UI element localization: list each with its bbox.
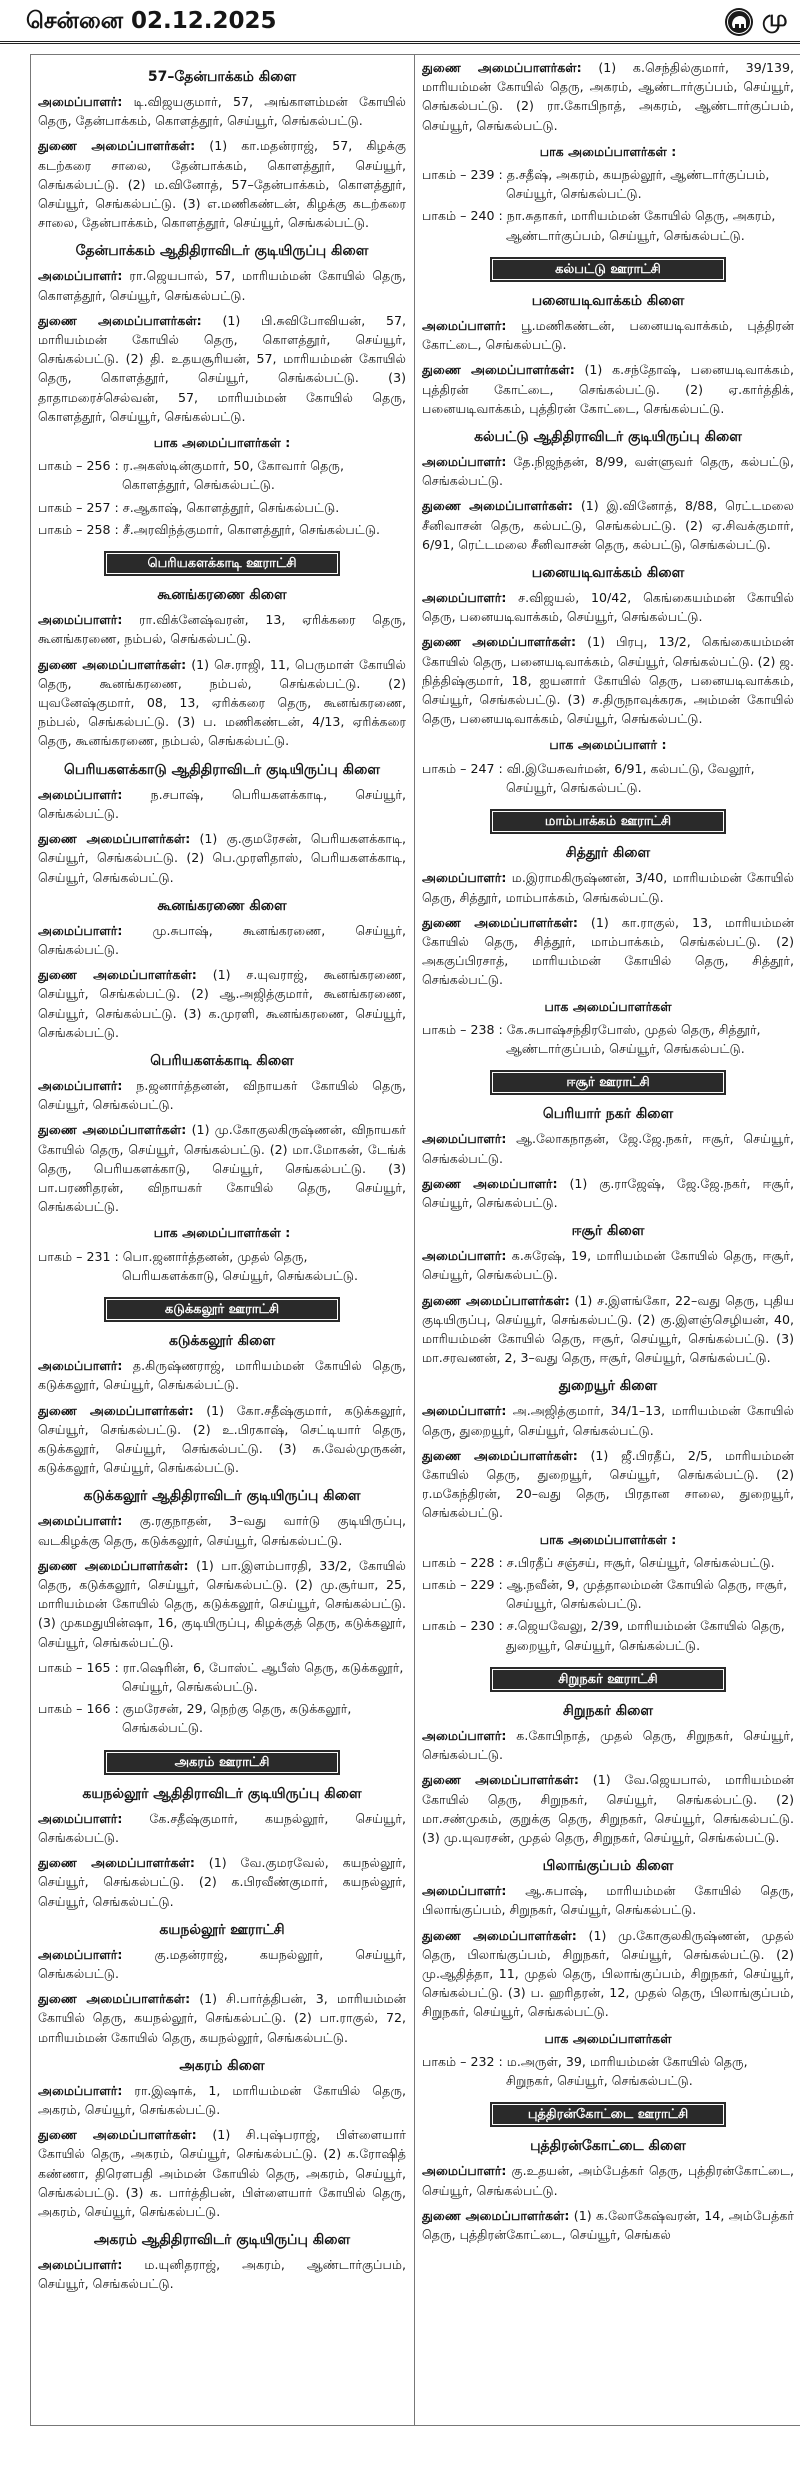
person-details: (1) ச.இளங்கோ, 22–வது தெரு, புதிய குடியிருப்பு, செய்யூர், செங்கல்பட்டு. (2) கு.இளஞ்செழியன், 40, மாரியம்மன் கோயில் தெரு, ஈசூர், செய்யூர், செங்கல்பட்டு. (3) மா.சரவணன், 2, 3–வது தெரு, ஈசூர், செய்யூர், செங்கல்பட்டு.	[422, 1292, 794, 1366]
organiser-entry	[38, 1556, 406, 1652]
part-number-label: பாகம் – 232 :	[422, 2053, 503, 2069]
part-organisers-heading: பாக அமைப்பாளர்கள் :	[539, 1531, 677, 1547]
part-number-label: பாகம் – 256 :	[38, 458, 119, 474]
panchayat-heading: கடுக்கலூர் ஊராட்சி	[104, 1297, 340, 1322]
role-label: அமைப்பாளர்:	[38, 1513, 123, 1529]
part-organiser-entry	[422, 2052, 794, 2090]
part-organisers-heading: பாக அமைப்பாளர்கள்	[544, 998, 672, 1014]
organiser-entry	[422, 360, 794, 418]
part-organisers-heading: பாக அமைப்பாளர்கள் :	[539, 143, 677, 159]
branch-title: ஈசூர் கிளை	[571, 1223, 645, 1240]
part-organiser-entry	[38, 498, 406, 517]
person-details: (1) கு.ராஜேஷ், ஜே.ஜே.நகர், ஈசூர், செய்யூர், செங்கல்பட்டு.	[422, 1175, 794, 1210]
part-number-label: பாகம் – 257 :	[38, 499, 119, 515]
branch-title: அகரம் கிளை	[179, 2057, 265, 2074]
person-details: (1) பிரபு, 13/2, கெங்கையம்மன் கோயில் தெரு, பனையடிவாக்கம், செய்யூர், செங்கல்பட்டு. (2) ஜ. நித்திஷ்குமார், 18, ஐயனார் கோயில் தெரு, பனையடிவாக்கம், செய்யூர், செங்கல்பட்டு. (3) ச.திருநாவுக்கரசு, அம்மன் கோயில் தெரு, பனையடிவாக்கம், செய்யூர், செங்கல்பட்டு.	[422, 634, 794, 727]
person-details: (1) கா.ராகுல், 13, மாரியம்மன் கோயில் தெரு, சித்தூர், மாம்பாக்கம், செங்கல்பட்டு. (2) அககுப்பிரசாத், மாரியம்மன் கோயில் தெரு, சித்தூர், செங்கல்பட்டு.	[422, 914, 794, 988]
organiser-entry	[38, 311, 406, 426]
role-label: அமைப்பாளர்:	[422, 1883, 507, 1899]
person-details: க.சுரேஷ், 19, மாரியம்மன் கோயில் தெரு, ஈசூர், செய்யூர், செங்கல்பட்டு.	[422, 1248, 794, 1283]
organiser-entry	[38, 1945, 406, 1983]
person-details: குமரேசன், 29, நெற்கு தெரு, கடுக்கலூர், செங்கல்பட்டு.	[118, 1701, 352, 1736]
role-label: அமைப்பாளர்:	[38, 1946, 123, 1962]
role-label: துணை அமைப்பாளர்கள்:	[422, 60, 582, 75]
organiser-entry	[38, 1401, 406, 1478]
organiser-entry	[422, 1446, 794, 1523]
panchayat-heading: கல்பட்டு ஊராட்சி	[490, 257, 726, 282]
part-number-label: பாகம் – 240 :	[422, 208, 503, 224]
organiser-entry	[422, 1129, 794, 1167]
organiser-entry	[38, 1511, 406, 1549]
branch-title: பெரியகளக்காடு ஆதிதிராவிடர் குடியிருப்பு கிளை	[64, 761, 380, 778]
person-details: (1) கு.குமரேசன், பெரியகளக்காடி, செய்யூர், செங்கல்பட்டு. (2) பெ.முரளிதாஸ், பெரியகளக்காடி, செய்யூர், செங்கல்பட்டு.	[38, 831, 406, 885]
person-details: ந.ஜனார்த்தனன், விநாயகர் கோயில் தெரு, செய்யூர், செங்கல்பட்டு.	[38, 1077, 406, 1113]
role-label: துணை அமைப்பாளர்கள்:	[422, 1772, 579, 1788]
organiser-entry	[422, 2161, 794, 2199]
organiser-entry	[422, 1726, 794, 1764]
organiser-entry	[38, 1809, 406, 1847]
person-details: (1) ஜீ.பிரதீப், 2/5, மாரியம்மன் கோயில் தெரு, துறையூர், செய்யூர், செங்கல்பட்டு. (2) ர.மகேந்திரன், 20–வது தெரு, பிரதான சாலை, துறையூர், செங்கல்பட்டு.	[422, 1447, 794, 1521]
organiser-entry	[38, 2125, 406, 2221]
organiser-entry	[422, 316, 794, 354]
organiser-entry	[38, 1120, 406, 1216]
part-number-label: பாகம் – 228 :	[422, 1554, 503, 1570]
person-details: மு.சுபாஷ், கூனங்கரணை, செய்யூர், செங்கல்பட்டு.	[38, 922, 406, 957]
column-divider	[414, 54, 415, 2426]
part-number-label: பாகம் – 230 :	[422, 1618, 503, 1634]
person-details: (1) க.லோகேஷ்வரன், 14, அம்பேத்கர் தெரு, புத்திரன்கோட்டை, செய்யூர், செங்கல்	[422, 2207, 794, 2243]
person-details: ரா.ஜெயபால், 57, மாரியம்மன் கோயில் தெரு, கொளத்தூர், செய்யூர், செங்கல்பட்டு.	[38, 268, 406, 303]
branch-title: பனையடிவாக்கம் கிளை	[531, 565, 685, 582]
branch-title: சிறுநகர் கிளை	[562, 1703, 654, 1719]
part-organisers-heading: பாக அமைப்பாளர்கள் :	[153, 435, 291, 451]
branch-title: பெரியகளக்காடி கிளை	[150, 1052, 294, 1069]
person-details: சீ.அரவிந்த்குமார், கொளத்தூர், செங்கல்பட்டு.	[118, 521, 381, 537]
role-label: அமைப்பாளர்:	[422, 2163, 507, 2179]
part-number-label: பாகம் – 238 :	[422, 1021, 503, 1037]
role-label: துணை அமைப்பாளர்கள்:	[38, 312, 202, 328]
organiser-entry	[422, 452, 794, 490]
role-label: அமைப்பாளர்:	[422, 318, 507, 334]
organiser-entry	[38, 829, 406, 887]
part-organiser-entry	[422, 165, 794, 203]
person-details: (1) வே.குமரவேல், கயநல்லூர், செய்யூர், செங்கல்பட்டு. (2) க.பிரவீண்குமார், கயநல்லூர், செய்யூர், செங்கல்பட்டு.	[38, 1855, 406, 1909]
organiser-entry	[38, 92, 406, 130]
panchayat-heading: சிறுநகர் ஊராட்சி	[490, 1667, 726, 1692]
role-label: அமைப்பாளர்:	[422, 1728, 507, 1743]
branch-title: கடுக்கலூர் ஆதிதிராவிடர் குடியிருப்பு கிளை	[83, 1488, 361, 1505]
role-label: துணை அமைப்பாளர்கள்:	[422, 2207, 570, 2223]
part-number-label: பாகம் – 239 :	[422, 167, 503, 183]
person-details: கு.உதயன், அம்பேத்கர் தெரு, புத்திரன்கோட்டை, செய்யூர், செங்கல்பட்டு.	[422, 2163, 794, 2198]
part-number-label: பாகம் – 165 :	[38, 1659, 119, 1675]
part-number-label: பாகம் – 229 :	[422, 1576, 503, 1592]
branch-title: கூனங்கரணை கிளை	[157, 897, 287, 914]
role-label: அமைப்பாளர்:	[38, 1077, 123, 1093]
organiser-entry	[422, 632, 794, 728]
role-label: துணை அமைப்பாளர்:	[422, 1175, 558, 1191]
role-label: அமைப்பாளர்:	[38, 612, 123, 628]
person-details: (1) வே.ஜெயபால், மாரியம்மன் கோயில் தெரு, சிறுநகர், செய்யூர், செங்கல்பட்டு. (2) மா.சண்முகம், குறுக்கு தெரு, சிறுநகர், செய்யூர், செங்கல்பட்டு. (3) மு.யுவரசன், முதல் தெரு, சிறுநகர், செய்யூர், செங்கல்பட்டு.	[422, 1772, 794, 1846]
person-details: ச.ஆகாஷ், கொளத்தூர், செங்கல்பட்டு.	[118, 499, 340, 515]
left-column	[38, 58, 406, 2420]
role-label: அமைப்பாளர்:	[38, 786, 123, 802]
organiser-entry	[422, 913, 794, 990]
role-label: அமைப்பாளர்:	[38, 922, 123, 938]
masthead-fragment: மு	[762, 6, 788, 32]
part-organisers-heading: பாக அமைப்பாளர்கள் :	[153, 1225, 291, 1241]
branch-title: பெரியார் நகர் கிளை	[542, 1106, 674, 1123]
person-details: (1) பி.சுவிபோவியன், 57, மாரியம்மன் கோயில் தெரு, கொளத்தூர், செய்யூர், செங்கல்பட்டு. (2) தி. உதயசூரியன், 57, மாரியம்மன் கோயில் தெரு, கொளத்தூர், செய்யூர், செங்கல்பட்டு. (3) தாதாமரைச்செல்வன், 57, மாரியம்மன் கோயில் தெரு, கொளத்தூர், செய்யூர், செங்கல்பட்டு.	[38, 312, 406, 424]
person-details: கே.சதீஷ்குமார், கயநல்லூர், செய்யூர், செங்கல்பட்டு.	[38, 1810, 406, 1846]
person-details: பூ.மணிகண்டன், பனையடிவாக்கம், புத்திரன் கோட்டை, செங்கல்பட்டு.	[422, 318, 794, 353]
person-details: ம.இராமகிருஷ்ணன், 3/40, மாரியம்மன் கோயில் தெரு, சித்தூர், மாம்பாக்கம், செங்கல்பட்டு.	[422, 870, 794, 905]
part-organiser-entry	[422, 1575, 794, 1613]
person-details: (1) செ.ராஜி, 11, பெருமாள் கோயில் தெரு, கூனங்கரணை, நம்பல், செங்கல்பட்டு. (2) யுவனேஷ்குமார், 08, 13, ஏரிக்கரை தெரு, கூனங்கரணை, நம்பல், செங்கல்பட்டு. (3) ப. மணிகண்டன், 4/13, ஏரிக்கரை தெரு, கூனங்கரணை, நம்பல், செங்கல்பட்டு.	[38, 656, 406, 749]
role-label: துணை அமைப்பாளர்கள்:	[422, 1447, 578, 1463]
person-details: கு.ரகுநாதன், 3–வது வார்டு குடியிருப்பு, வடகிழக்கு தெரு, கடுக்கலூர், செய்யூர், செங்கல்பட்டு.	[38, 1513, 406, 1548]
person-details: (1) ச.யுவராஜ், கூனங்கரணை, செய்யூர், செங்கல்பட்டு. (2) ஆ.அஜித்குமார், கூனங்கரணை, செய்யூர், செங்கல்பட்டு. (3) க.முரளி, கூனங்கரணை, செய்யூர், செங்கல்பட்டு.	[38, 967, 406, 1040]
person-details: (1) இ.வினோத், 8/88, ரெட்டமலை சீனிவாசன் தெரு, கல்பட்டு, செங்கல்பட்டு. (2) ஏ.சிவக்குமார், 6/91, ரெட்டமலை சீனிவாசன் தெரு, கல்பட்டு, செங்கல்பட்டு.	[422, 498, 794, 552]
person-details: ஆ.சுபாஷ், மாரியம்மன் கோயில் தெரு, பிலாங்குப்பம், சிறுநகர், செய்யூர், செங்கல்பட்டு.	[422, 1883, 794, 1918]
role-label: அமைப்பாளர்:	[38, 1358, 123, 1374]
person-details: (1) மு.கோகுலகிருஷ்ணன், விநாயகர் கோயில் தெரு, செய்யூர், செங்கல்பட்டு. (2) மா.மோகன், டேங்க் தெரு, பெரியகளக்காடு, செய்யூர், செங்கல்பட்டு. (3) பா.பரணிதரன், விநாயகர் கோயில் தெரு, செய்யூர், செங்கல்பட்டு.	[38, 1122, 406, 1215]
role-label: அமைப்பாளர்:	[38, 2082, 123, 2098]
part-organiser-entry	[422, 759, 794, 797]
role-label: அமைப்பாளர்:	[422, 590, 507, 606]
person-details: தே.நிஜந்தன், 8/99, வள்ளுவர் தெரு, கல்பட்டு, செங்கல்பட்டு.	[422, 454, 794, 489]
city-date-line: சென்னை 02.12.2025	[26, 8, 277, 34]
role-label: துணை அமைப்பாளர்கள்:	[38, 1122, 187, 1138]
branch-title: சித்தூர் கிளை	[565, 845, 651, 862]
organiser-entry	[38, 655, 406, 751]
branch-title: பனையடிவாக்கம் கிளை	[531, 293, 685, 310]
right-column	[422, 58, 794, 2420]
person-details: கு.மதன்ராஜ், கயநல்லூர், செய்யூர், செங்கல்பட்டு.	[38, 1946, 406, 1982]
person-details: ச.ஜெயவேலு, 2/39, மாரியம்மன் கோயில் தெரு, துறையூர், செய்யூர், செங்கல்பட்டு.	[502, 1618, 785, 1653]
part-organisers-heading: பாக அமைப்பாளர்கள்	[544, 2030, 672, 2046]
role-label: துணை அமைப்பாளர்கள்:	[38, 1855, 195, 1871]
person-details: (1) கா.மதன்ராஜ், 57, கிழக்கு கடற்கரை சாலை, தேன்பாக்கம், கொளத்தூர், செய்யூர், செங்கல்பட்டு. (2) ம.வினோத், 57–தேன்பாக்கம், கொளத்தூர், செய்யூர், செங்கல்பட்டு. (3) எ.மணிகண்டன், கிழக்கு கடற்கரை சாலை, தேன்பாக்கம், கொளத்தூர், செய்யூர், செங்கல்பட்டு.	[38, 138, 406, 231]
person-details: ந.சபாஷ், பெரியகளக்காடி, செய்யூர், செங்கல்பட்டு.	[38, 786, 406, 821]
role-label: அமைப்பாளர்:	[422, 1403, 507, 1419]
organiser-entry	[422, 868, 794, 906]
organiser-entry	[422, 496, 794, 554]
role-label: துணை அமைப்பாளர்கள்:	[38, 1402, 194, 1418]
branch-title: 57–தேன்பாக்கம் கிளை	[147, 69, 297, 85]
part-organiser-entry	[422, 1616, 794, 1654]
role-label: அமைப்பாளர்:	[38, 94, 123, 109]
person-details: த.சதீஷ், அகரம், கயநல்லூர், ஆண்டார்குப்பம், செய்யூர், செங்கல்பட்டு.	[502, 167, 770, 202]
role-label: துணை அமைப்பாளர்கள்:	[422, 498, 573, 514]
organiser-entry	[38, 1076, 406, 1114]
person-details: ஆ.லோகநாதன், ஜே.ஜே.நகர், ஈசூர், செய்யூர், செங்கல்பட்டு.	[422, 1131, 794, 1166]
organiser-entry	[38, 1853, 406, 1911]
part-number-label: பாகம் – 166 :	[38, 1701, 119, 1717]
person-details: டி.விஜயகுமார், 57, அங்காளம்மன் கோயில் தெரு, தேன்பாக்கம், கொளத்தூர், செய்யூர், செங்கல்பட்டு.	[38, 94, 406, 129]
organiser-entry	[422, 58, 794, 135]
person-details: ம.யுனிதராஜ், அகரம், ஆண்டார்குப்பம், செய்யூர், செங்கல்பட்டு.	[38, 2257, 406, 2292]
part-organiser-entry	[38, 1699, 406, 1737]
organiser-entry	[38, 2081, 406, 2119]
person-details: க.கோபிநாத், முதல் தெரு, சிறுநகர், செய்யூர், செங்கல்பட்டு.	[422, 1728, 794, 1763]
part-organiser-entry	[38, 520, 406, 539]
part-organiser-entry	[422, 1020, 794, 1058]
organiser-entry	[38, 965, 406, 1042]
organiser-entry	[422, 1246, 794, 1284]
person-details: ரா.ஷெரின், 6, போஸ்ட் ஆபீஸ் தெரு, கடுக்கலூர், செய்யூர், செங்கல்பட்டு.	[118, 1659, 404, 1694]
person-details: த.கிருஷ்ணராஜ், மாரியம்மன் கோயில் தெரு, கடுக்கலூர், செய்யூர், செங்கல்பட்டு.	[38, 1358, 406, 1393]
part-organiser-entry	[422, 206, 794, 244]
organiser-entry	[38, 785, 406, 823]
organiser-entry	[38, 2255, 406, 2293]
organiser-entry	[422, 1770, 794, 1847]
person-details: (1) மு.கோகுலகிருஷ்ணன், முதல் தெரு, பிலாங்குப்பம், சிறுநகர், செய்யூர், செங்கல்பட்டு. (2) மு.ஆதித்தா, 11, முதல் தெரு, பிலாங்குப்பம், சிறுநகர், செய்யூர், செங்கல்பட்டு. (3) ப. ஹரிதரன், 12, முதல் தெரு, பிலாங்குப்பம், சிறுநகர், செய்யூர், செங்கல்பட்டு.	[422, 1927, 794, 2020]
person-details: அ.அஜித்குமார், 34/1–13, மாரியம்மன் கோயில் தெரு, துறையூர், செய்யூர், செங்கல்பட்டு.	[422, 1403, 794, 1438]
role-label: அமைப்பாளர்:	[422, 454, 507, 470]
organiser-entry	[422, 588, 794, 626]
part-organisers-heading: பாக அமைப்பாளர் :	[549, 737, 667, 753]
person-details: ரா.இஷாக், 1, மாரியம்மன் கோயில் தெரு, அகரம், செய்யூர், செங்கல்பட்டு.	[38, 2082, 406, 2118]
person-details: கே.சுபாஷ்சந்திரபோஸ், முதல் தெரு, சித்தூர், ஆண்டார்குப்பம், செய்யூர், செங்கல்பட்டு.	[502, 1021, 761, 1056]
branch-title: தேன்பாக்கம் ஆதிதிராவிடர் குடியிருப்பு கிளை	[75, 243, 369, 260]
person-details: ஆ.நவீன், 9, முத்தாலம்மன் கோயில் தெரு, ஈசூர், செய்யூர், செங்கல்பட்டு.	[502, 1576, 788, 1612]
branch-title: அகரம் ஆதிதிராவிடர் குடியிருப்பு கிளை	[93, 2232, 351, 2249]
role-label: துணை அமைப்பாளர்கள்:	[422, 634, 577, 650]
organiser-entry	[38, 136, 406, 232]
organiser-entry	[422, 1291, 794, 1368]
organiser-entry	[38, 1989, 406, 2047]
person-details: (1) கோ.சதீஷ்குமார், கடுக்கலூர், செய்யூர், செங்கல்பட்டு. (2) உ.பிரகாஷ், செட்டியார் தெரு, கடுக்கலூர், செய்யூர், செங்கல்பட்டு. (3) சு.வேல்முருகன், கடுக்கலூர், செய்யூர், செங்கல்பட்டு.	[38, 1402, 406, 1476]
part-organiser-entry	[38, 456, 406, 494]
person-details: ம.அருள், 39, மாரியம்மன் கோயில் தெரு, சிறுநகர், செய்யூர், செங்கல்பட்டு.	[502, 2053, 748, 2089]
branch-title: துறையூர் கிளை	[558, 1378, 658, 1395]
role-label: துணை அமைப்பாளர்கள்:	[422, 914, 578, 930]
person-details: (1) க.சந்தோஷ், பனையடிவாக்கம், புத்திரன் கோட்டை, செங்கல்பட்டு. (2) ஏ.கார்த்திக், பனையடிவாக்கம், புத்திரன் கோட்டை, செங்கல்பட்டு.	[422, 362, 794, 416]
person-details: (1) சி.புஷ்பராஜ், பிள்ளையார் கோயில் தெரு, அகரம், செய்யூர், செங்கல்பட்டு. (2) க.ரோஷித் கண்ணா, திரௌபதி அம்மன் கோயில் தெரு, அகரம், செய்யூர், செங்கல்பட்டு. (3) க. பார்த்திபன், பிள்ளையார் கோயில் தெரு, அகரம், செய்யூர், செங்கல்பட்டு.	[38, 2127, 406, 2220]
part-number-label: பாகம் – 231 :	[38, 1248, 119, 1264]
organiser-entry	[422, 1881, 794, 1919]
panchayat-heading: ஈசூர் ஊராட்சி	[490, 1070, 726, 1095]
role-label: துணை அமைப்பாளர்கள்:	[422, 1292, 570, 1308]
organiser-entry	[422, 1401, 794, 1439]
role-label: துணை அமைப்பாளர்கள்:	[38, 1991, 191, 2007]
part-organiser-entry	[38, 1658, 406, 1696]
panchayat-heading: மாம்பாக்கம் ஊராட்சி	[490, 809, 726, 834]
panchayat-heading: அகரம் ஊராட்சி	[104, 1750, 340, 1775]
organiser-entry	[422, 2206, 794, 2244]
role-label: அமைப்பாளர்:	[422, 1131, 507, 1147]
role-label: அமைப்பாளர்:	[38, 1810, 123, 1826]
panchayat-heading: புத்திரன்கோட்டை ஊராட்சி	[490, 2102, 726, 2127]
role-label: துணை அமைப்பாளர்கள்:	[38, 138, 196, 154]
role-label: அமைப்பாளர்:	[38, 268, 123, 284]
part-number-label: பாகம் – 247 :	[422, 760, 503, 776]
role-label: அமைப்பாளர்:	[422, 870, 507, 886]
role-label: துணை அமைப்பாளர்கள்:	[422, 362, 575, 378]
role-label: துணை அமைப்பாளர்கள்:	[38, 656, 187, 672]
role-label: துணை அமைப்பாளர்கள்:	[422, 1927, 577, 1943]
person-details: ச.விஜயல், 10/42, கெங்கையம்மன் கோயில் தெரு, பனையடிவாக்கம், செய்யூர், செங்கல்பட்டு.	[422, 590, 794, 625]
organiser-entry	[38, 921, 406, 959]
page-header	[0, 0, 800, 44]
role-label: துணை அமைப்பாளர்கள்:	[38, 2127, 197, 2143]
organiser-entry	[422, 1926, 794, 2022]
organiser-entry	[422, 1174, 794, 1212]
branch-title: பிலாங்குப்பம் கிளை	[542, 1858, 674, 1875]
part-number-label: பாகம் – 258 :	[38, 521, 119, 537]
branch-title: கல்பட்டு ஆதிதிராவிடர் குடியிருப்பு கிளை	[474, 429, 742, 446]
role-label: துணை அமைப்பாளர்கள்:	[38, 831, 191, 847]
person-details: ர.அகஸ்டின்குமார், 50, கோவார் தெரு, கொளத்தூர், செங்கல்பட்டு.	[118, 458, 344, 493]
person-details: பொ.ஜனார்த்தனன், முதல் தெரு, பெரியகளக்காடு, செய்யூர், செங்கல்பட்டு.	[118, 1248, 358, 1283]
person-details: (1) பா.இளம்பாரதி, 33/2, கோயில் தெரு, கடுக்கலூர், செய்யூர், செங்கல்பட்டு. (2) மு.சூர்யா, 25, மாரியம்மன் கோயில் தெரு, கடுக்கலூர், செய்யூர், செங்கல்பட்டு. (3) முகமதுயின்ஷா, 16, குடியிருப்பு, கிழக்குத் தெரு, கடுக்கலூர், செய்யூர், செங்கல்பட்டு.	[38, 1557, 406, 1650]
role-label: துணை அமைப்பாளர்கள்:	[38, 1557, 189, 1573]
organiser-entry	[38, 266, 406, 304]
branch-title: கயநல்லூர் ஊராட்சி	[159, 1921, 285, 1938]
role-label: துணை அமைப்பாளர்கள்:	[38, 967, 197, 983]
part-organiser-entry	[422, 1553, 794, 1572]
branch-title: புத்திரன்கோட்டை கிளை	[530, 2138, 686, 2155]
person-details: (1) சி.பார்த்திபன், 3, மாரியம்மன் கோயில் தெரு, கயநல்லூர், செங்கல்பட்டு. (2) பா.ராகுல், 72, மாரியம்மன் கோயில் தெரு, கயநல்லூர், செங்கல்பட்டு.	[38, 1991, 406, 2045]
role-label: அமைப்பாளர்:	[38, 2257, 123, 2273]
panchayat-heading: பெரியகளக்காடி ஊராட்சி	[104, 551, 340, 576]
circle-emblem-icon	[724, 7, 754, 37]
part-organiser-entry	[38, 1247, 406, 1285]
person-details: நா.சுதாகர், மாரியம்மன் கோயில் தெரு, அகரம், ஆண்டார்குப்பம், செய்யூர், செங்கல்பட்டு.	[502, 208, 776, 243]
person-details: ரா.விக்னேஷ்வரன், 13, ஏரிக்கரை தெரு, கூனங்கரணை, நம்பல், செங்கல்பட்டு.	[38, 612, 406, 647]
branch-title: கடுக்கலூர் கிளை	[168, 1333, 276, 1350]
person-details: வி.இயேசுவர்மன், 6/91, கல்பட்டு, வேலூர், செய்யூர், செங்கல்பட்டு.	[502, 760, 755, 795]
organiser-entry	[38, 1356, 406, 1394]
person-details: ச.பிரதீப் சஞ்சய், ஈசூர், செய்யூர், செங்கல்பட்டு.	[502, 1554, 775, 1570]
role-label: அமைப்பாளர்:	[422, 1248, 507, 1264]
person-details: (1) க.செந்தில்குமார், 39/139, மாரியம்மன் கோயில் தெரு, அகரம், ஆண்டார்குப்பம், செய்யூர், செங்கல்பட்டு. (2) ரா.கோபிநாத், அகரம், ஆண்டார்குப்பம், செய்யூர், செங்கல்பட்டு.	[422, 60, 794, 133]
branch-title: கயநல்லூர் ஆதிதிராவிடர் குடியிருப்பு கிளை	[82, 1785, 362, 1802]
organiser-entry	[38, 610, 406, 648]
branch-title: கூனங்கரணை கிளை	[157, 587, 287, 604]
